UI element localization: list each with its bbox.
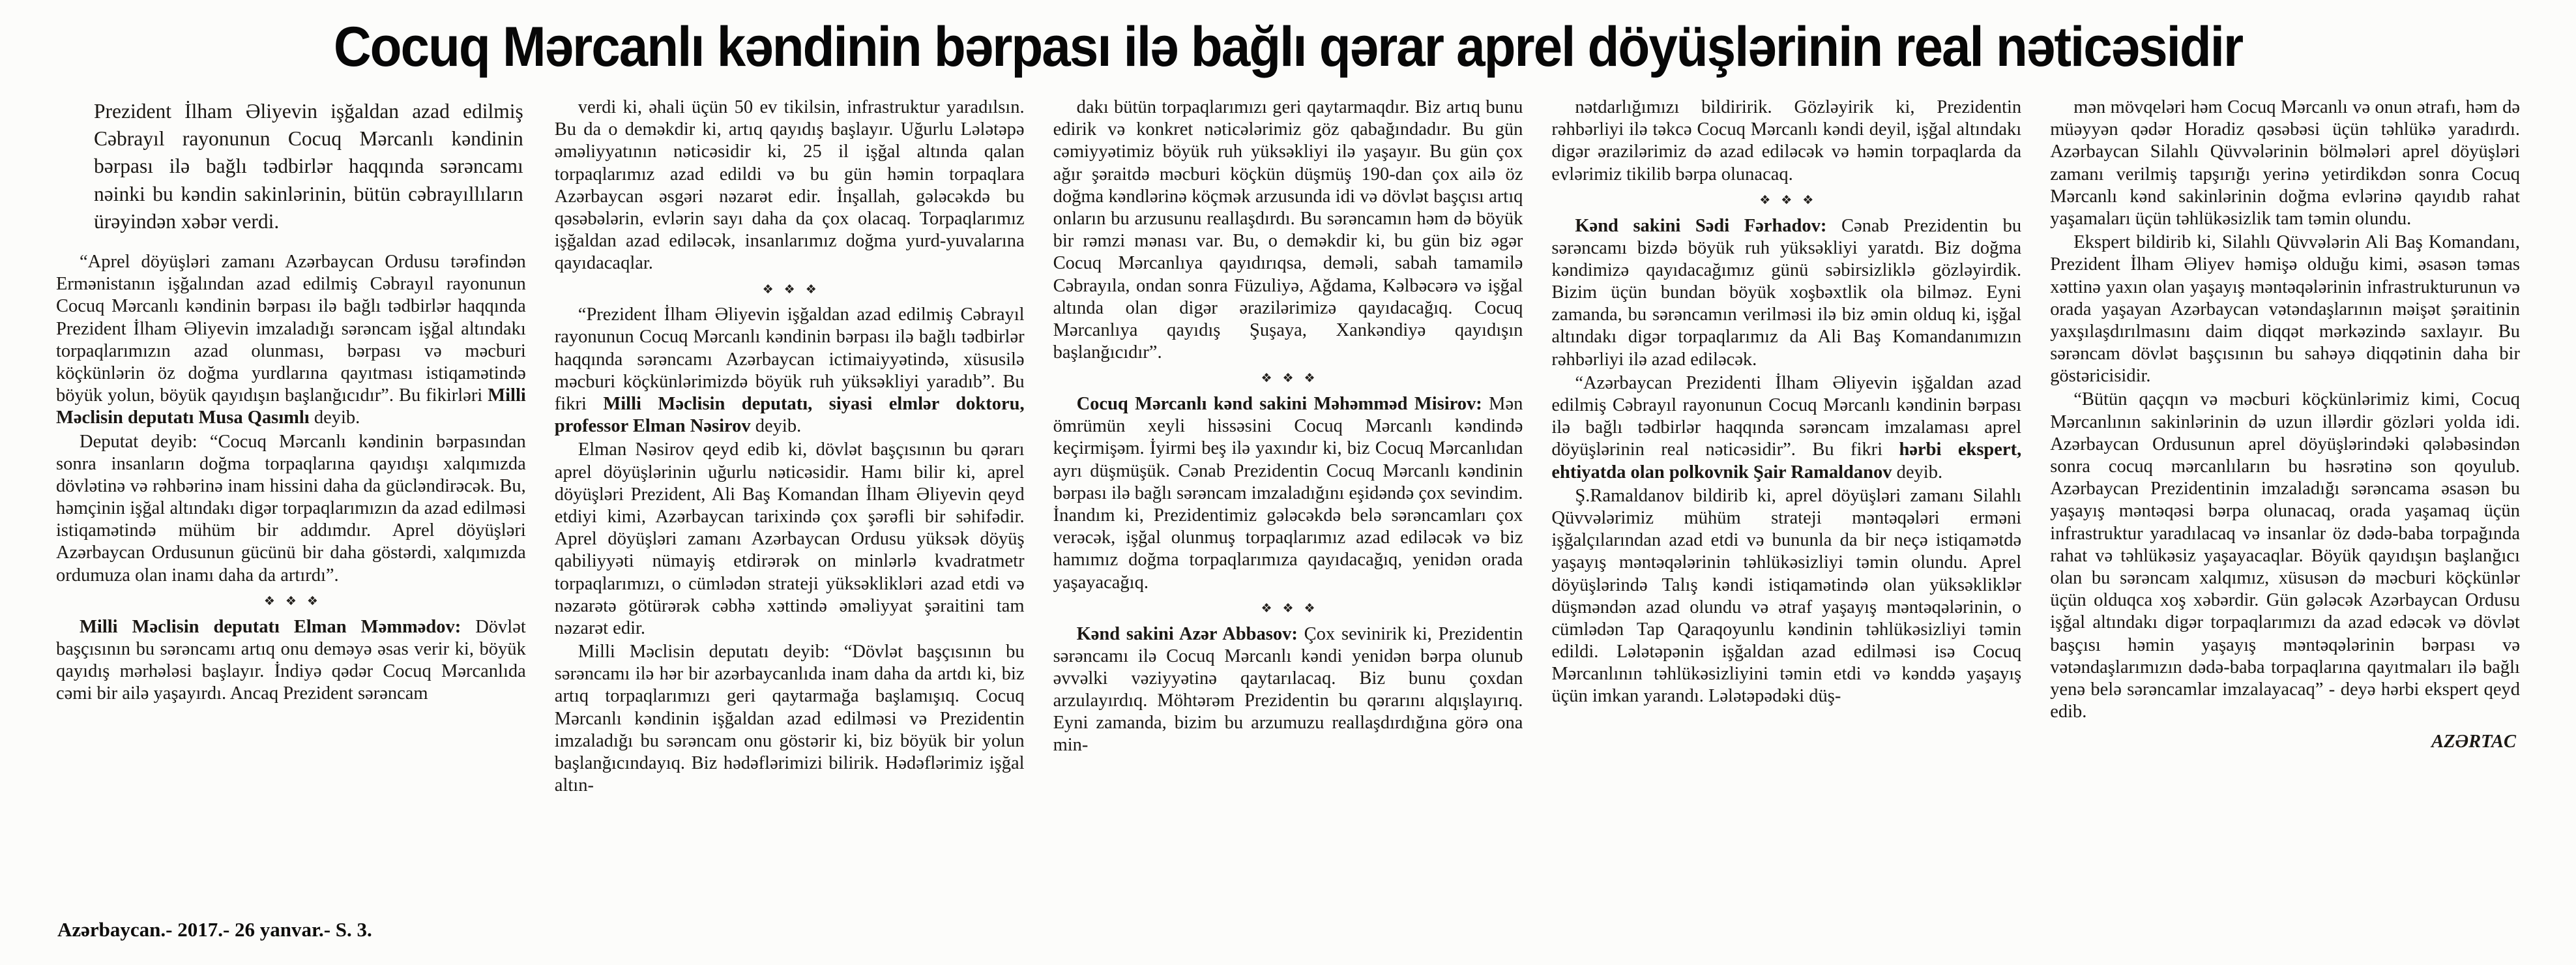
section-separator-ornament: ❖❖❖ bbox=[762, 282, 827, 297]
body-paragraph bbox=[56, 616, 526, 705]
body-paragraph bbox=[2050, 231, 2520, 387]
text-segment: dakı bütün torpaqlarımızı geri qaytarmaqdır. Biz artıq bunu edirik və konkret nəticələrimiz göz qabağındadır. Bu gün cəmiyyətimiz böyük ruh yüksəkliyi ilə yaşayır. Bu gün çox ağır şəraitdə məcburi köçkün düşmüş 190-dan çox ailə öz doğma kəndlərinə köçmək arzusunda idi və dövlət başçısı artıq onların bu arzusunu reallaşdırdı. Bu sərəncamın həm də böyük bir rəmzi mənası var. Bu, o deməkdir ki, bu gün biz əgər Cocuq Mərcanlıya qayıdırıqsa, deməli, sabah tamamilə Cəbrayıla, ondan sonra Füzuliyə, Ağdama, Kəlbəcərə və işğal altında olan digər ərazilərimizə qayıdacağıq. Cocuq Mərcanlıya qayıdış Şuşaya, Xankəndiyə qayıdışın başlanğıcıdır”. bbox=[1053, 97, 1523, 363]
text-segment: Cənab Prezidentin bu sərəncamı bizdə böyük ruh yüksəkliyi yaratdı. Biz doğma kəndimizə qayıdacağımız günü səbirsizliklə gözləyirdik. Bizim üçün bundan böyük xoşbəxtlik ola bilməz. Eyni zamanda, bu sərəncamın verilməsi ilə biz əmin olduq ki, işğal altındakı digər torpaqlarımız da Ali Baş Komandanımızın rəhbərliyi ilə azad ediləcək. bbox=[1551, 215, 2022, 370]
text-segment: deyib. bbox=[750, 416, 802, 437]
text-segment: “Bütün qaçqın və məcburi köçkünlərimiz kimi, Cocuq Mərcanlının sakinlərinin də uzun illərdir gözləri yolda idi. Azərbaycan Ordusunun aprel döyüşlərindəki qələbəsindən sonra cocuq mərcanlıların bu həsrətinə son qoyulub. Azərbaycan Prezidentinin imzaladığı sərəncama əsasən bu yaşayış məntəqəsi bərpa olunacaq, orada yaşamaq üçün infrastruktur yaradılacaq və insanlar öz dədə-baba torpağında rahat və təhlükəsiz yaşayacaqlar. Böyük qayıdışın başlanğıcı olan bu sərəncam xalqımız, xüsusən də məcburi köçkünlər üçün olduqca xoş xəbərdir. Gün gələcək Azərbaycan Ordusu işğal altındakı digər torpaqlarımızı da azad edəcək və dövlət başçısı həmin yaşayış məntəqələrinin bərpası və vətəndaşlarımızın dədə-baba torpaqlarına qayıtmaları ilə bağlı yenə belə sərəncamlar imzalayacaq” - deyə hərbi ekspert qeyd edib. bbox=[2050, 389, 2520, 722]
body-paragraph bbox=[555, 304, 1025, 438]
article-column-3 bbox=[1053, 96, 1523, 892]
body-paragraph bbox=[1551, 485, 2021, 708]
text-segment: Dövlət başçısının bu sərəncamı artıq onu deməyə əsas verir ki, böyük qayıdış mərhələsi başlayır. İndiyə qədər Cocuq Mərcanlıda cəmi bir ailə yaşayırdı. Ancaq Prezident sərəncam bbox=[56, 616, 526, 704]
text-segment: “Azərbaycan Prezidenti İlham Əliyevin işğaldan azad edilmiş Cəbrayıl rayonunun Cocuq Mərcanlı kəndinin bərpası ilə bağlı tədbirlər haqqında sərəncam imzalaması aprel döyüşlərinin real nəticəsidir”. Bu fikri bbox=[1551, 372, 2022, 460]
text-segment: Mən ömrümün xeyli hissəsini Cocuq Mərcanlı kəndində keçirmişəm. İyirmi beş ilə yaxındır ki, biz Cocuq Mərcanlıdan ayrı düşmüşük. Cənab Prezidentin Cocuq Mərcanlı kəndinin bərpası ilə bağlı sərəncam imzaladığını eşidəndə çox sevindim. İnandım ki, Prezidentimiz gələcəkdə belə sərəncamları çox verəcək, işğal olunmuş torpaqlarımız azad ediləcək və biz hamımız doğma torpaqlarımıza qayıdacağıq, yenidən orada yaşayacağıq. bbox=[1053, 394, 1523, 593]
text-segment: “Aprel döyüşləri zamanı Azərbaycan Ordusu tərəfindən Ermənistanın işğalından azad edilmiş Cəbrayıl rayonunun Cocuq Mərcanlı kəndinin bərpası ilə bağlı tədbirlər haqqında Prezident İlham Əliyevin imzaladığı sərəncam işğal altındakı torpaqlarımızın azad olunması, bərpası və məcburi köçkünlərin öz doğma yurdlarına qayıtması istiqamətində böyük yolun, böyük qayıdışın başlanğıcıdır”. Bu fikirləri bbox=[56, 252, 526, 406]
article-column-1 bbox=[56, 96, 526, 892]
speaker-name: Milli Məclisin deputatı Elman Məmmədov: bbox=[80, 616, 461, 637]
body-paragraph bbox=[56, 251, 526, 430]
text-segment: deyib. bbox=[1892, 462, 1943, 482]
body-paragraph bbox=[2050, 389, 2520, 723]
speaker-name: Milli Məclisin deputatı Musa Qasımlı bbox=[56, 385, 526, 428]
article-column-5 bbox=[2050, 96, 2520, 892]
text-segment: Ş.Ramaldanov bildirib ki, aprel döyüşləri zamanı Silahlı Qüvvələrimiz mühüm strateji məntəqələri erməni işğalçılarından azad etdi və bununla da bir neçə istiqamətdə yaşayış məntəqələrinin təhlükəsizliyi təmin olundu. Aprel döyüşlərində Talış kəndi istiqamətində olan yüksəkliklər düşməndən azad olundu və ətraf yaşayış məntəqələrinin, o cümlədən Tap Qaraqoyunlu kəndinin təhlükəsizliyi təmin edildi. Lələtəpənin işğaldan azad edilməsi isə Cocuq Mərcanlının təhlükəsizliyini təmin etdi və kənddə yaşayış üçün imkan yarandı. Lələtəpədəki düş- bbox=[1551, 485, 2022, 707]
speaker-name: AZƏRTAC bbox=[2431, 732, 2516, 752]
section-separator-ornament: ❖❖❖ bbox=[263, 594, 329, 608]
text-segment: Çox sevinirik ki, Prezidentin sərəncamı ilə Cocuq Mərcanlı kəndi yenidən bərpa olunub əvvəlki vəziyyətinə qaytarılacaq. Biz bunu çoxdan arzulayırdıq. Möhtərəm Prezidentin bu qərarını alqışlayırıq. Eyni zamanda, bizim bu arzumuzu reallaşdırdığına görə ona min- bbox=[1053, 623, 1523, 756]
text-segment: Ekspert bildirib ki, Silahlı Qüvvələrin Ali Baş Komandanı, Prezident İlham Əliyev həmişə olduğu kimi, əsasən təmas xəttinə yaxın olan yaşayış məntəqələrinin infrastrukturunun və orada yaşayan Azərbaycan vətəndaşlarının məişət şəraitinin yaxşılaşdırılmasını daim diqqət mərkəzində saxlayır. Bu sərəncam dövlət başçısının bu sahəyə diqqətinin daha bir göstəricisidir. bbox=[2050, 232, 2520, 387]
speaker-name: Kənd sakini Sədi Fərhadov: bbox=[1575, 215, 1827, 236]
section-separator-ornament: ❖❖❖ bbox=[1261, 372, 1326, 386]
body-paragraph bbox=[1053, 96, 1523, 364]
text-segment: Prezident İlham Əliyevin işğaldan azad edilmiş Cəbrayıl rayonunun Cocuq Mərcanlı kəndinin bərpası ilə bağlı tədbirlər haqqında sərəncamı nəinki bu kəndin sakinlərinin, bütün cəbrayıllıların ürəyindən xəbər verdi. bbox=[94, 100, 523, 233]
text-segment: Deputat deyib: “Cocuq Mərcanlı kəndinin bərpasından sonra insanların doğma torpaqlarına qayıdışı xalqımızda dövlətinə və rəhbərinə inam hissini daha da gücləndirəcək. Bu, həmçinin işğal altındakı digər torpaqlarımızın da azad edilməsi istiqamətində mühüm bir addımdır. Aprel döyüşləri Azərbaycan Ordusunun gücünü bir daha göstərdi, xalqımızda ordumuza olan inamı daha da artırdı”. bbox=[56, 431, 526, 586]
speaker-name: Milli Məclisin deputatı, siyasi elmlər doktoru, professor Elman Nəsirov bbox=[554, 394, 1025, 437]
text-segment: “Prezident İlham Əliyevin işğaldan azad edilmiş Cəbrayıl rayonunun Cocuq Mərcanlı kəndinin bərpası ilə bağlı tədbirlər haqqında sərəncamı Azərbaycan ictimaiyyətində, xüsusilə məcburi köçkünlərimizdə böyük ruh yüksəkliyi yaradıb”. Bu fikri bbox=[554, 304, 1025, 415]
text-segment: nətdarlığımızı bildiririk. Gözləyirik ki, Prezidentin rəhbərliyi ilə təkcə Cocuq Mərcanlı kəndi deyil, işğal altındakı digər ərazilərimiz də azad ediləcək və həmin torpaqlarda da evlərimiz tikilib bərpa olunacaq. bbox=[1551, 97, 2022, 185]
text-segment: Elman Nəsirov qeyd edib ki, dövlət başçısının bu qərarı aprel döyüşlərinin uğurlu nəticəsidir. Hamı bilir ki, aprel döyüşləri Prezident, Ali Baş Komandan İlham Əliyevin qeyd etdiyi kimi, Azərbaycan tarixində çox şərəfli bir səhifədir. Aprel döyüşləri zamanı Azərbaycan Ordusu yüksək döyüş qabiliyyəti nümayiş etdirərək on minlərlə kvadratmetr torpaqlarımızı, o cümlədən strateji yüksəklikləri azad etdi və nəzarətə götürərək cəbhə xəttində əməliyyat şəraitini tam nəzarət edir. bbox=[554, 439, 1025, 638]
lead-paragraph bbox=[94, 98, 523, 235]
speaker-name: hərbi ekspert, ehtiyatda olan polkovnik Şair Ramaldanov bbox=[1551, 439, 2022, 482]
text-segment: verdi ki, əhali üçün 50 ev tikilsin, infrastruktur yaradılsın. Bu da o deməkdir ki, artıq qayıdış başlayır. Uğurlu Lələtəpə əməliyyatının nəticəsidir ki, 25 il işğal altında qalan torpaqlarımız azad edildi və bu gün həmin torpaqlara Azərbaycan əsgəri nəzarət edir. İnşallah, gələcəkdə bu qəsəbələrin, evlərin sayı daha da çox olacaq. Torpaqlarımız işğaldan azad ediləcək, insanlarımız doğma yurd-yuvalarına qayıdacaqlar. bbox=[554, 97, 1025, 274]
speaker-name: Cocuq Mərcanlı kənd sakini Məhəmməd Misirov: bbox=[1076, 394, 1482, 415]
body-paragraph bbox=[555, 96, 1025, 275]
body-paragraph bbox=[2050, 96, 2520, 230]
body-paragraph bbox=[1551, 215, 2021, 371]
body-paragraph bbox=[1551, 96, 2021, 186]
body-paragraph bbox=[56, 431, 526, 587]
section-separator-ornament: ❖❖❖ bbox=[1261, 601, 1326, 616]
text-segment: mən mövqeləri həm Cocuq Mərcanlı və onun ətrafı, həm də müəyyən qədər Horadiz qəsəbəsi üçün təhlükə yaradırdı. Azərbaycan Silahlı Qüvvələrinin bölmələri aprel döyüşləri zamanı verilmiş tapşırığı yerinə yetirdikdən sonra Cocuq Mərcanlı kənd sakinlərinin doğma evlərinə qayıdıb rahat yaşamaları üçün təhlükəsizlik tam təmin olundu. bbox=[2050, 97, 2520, 229]
section-separator-ornament: ❖❖❖ bbox=[1759, 193, 1824, 207]
article-column-2 bbox=[555, 96, 1025, 892]
article-headline: Cocuq Mərcanlı kəndinin bərpası ilə bağlı qərar aprel döyüşlərinin real nəticəsidir bbox=[333, 15, 2243, 78]
text-segment: Milli Məclisin deputatı deyib: “Dövlət başçısının bu sərəncamı ilə hər bir azərbaycanlıda inam daha da artdı ki, biz artıq torpaqlarımızı geri qaytarmağa başlamışıq. Cocuq Mərcanlı kəndinin işğaldan azad edilməsi və Prezidentin imzaladığı bu sərəncam onu göstərir ki, biz böyük bir yolun başlanğıcındayıq. Biz hədəflərimizi bilirik. Hədəflərimiz işğal altın- bbox=[554, 642, 1025, 796]
article-columns bbox=[56, 96, 2520, 892]
text-segment: deyib. bbox=[309, 408, 360, 428]
body-paragraph bbox=[1551, 372, 2021, 484]
source-citation: Azərbaycan.- 2017.- 26 yanvar.- S. 3. bbox=[57, 918, 372, 941]
body-paragraph bbox=[555, 439, 1025, 640]
body-paragraph bbox=[1053, 623, 1523, 757]
speaker-name: Kənd sakini Azər Abbasov: bbox=[1076, 623, 1298, 644]
body-paragraph bbox=[1053, 393, 1523, 594]
body-paragraph bbox=[555, 641, 1025, 797]
agency-credit bbox=[2050, 731, 2516, 753]
article-column-4 bbox=[1551, 96, 2021, 892]
